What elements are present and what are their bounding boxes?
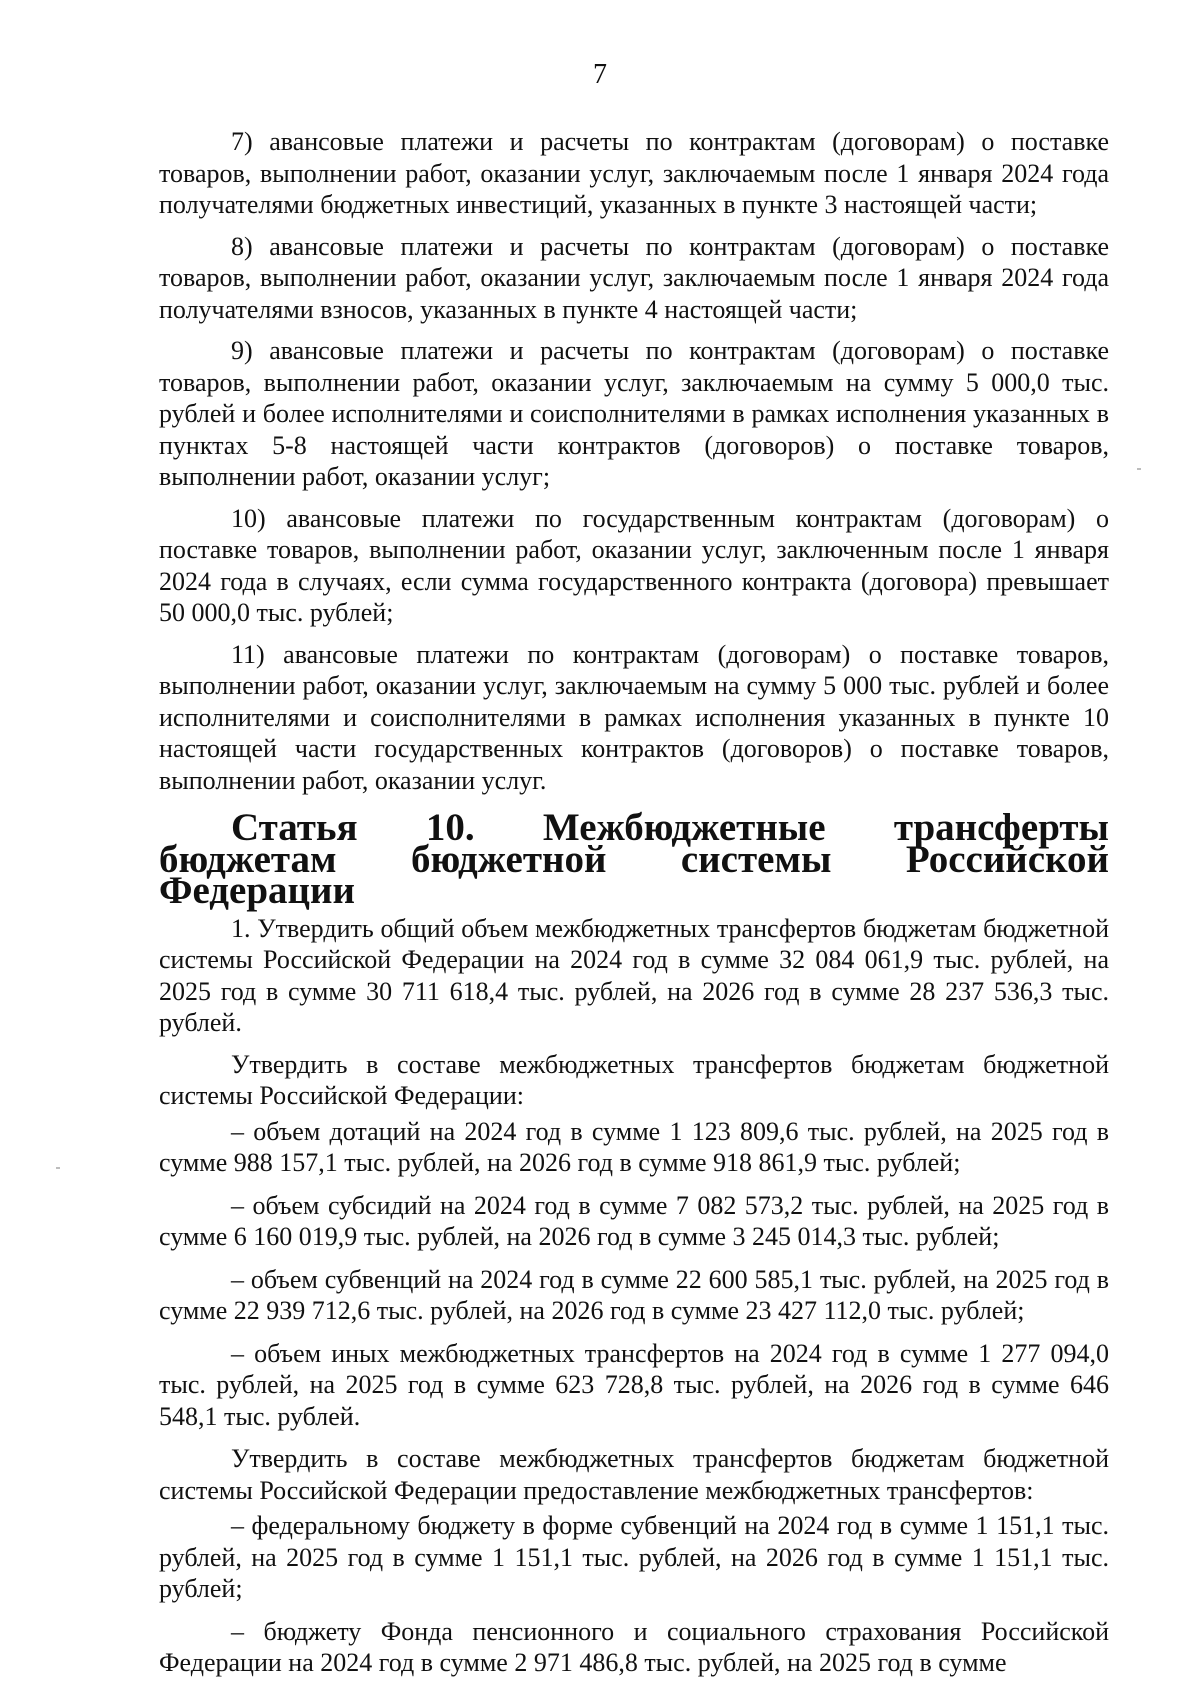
list-item-10: 10) авансовые платежи по государственным контрактам (договорам) о поставке товаров, выполнении работ, оказании услуг, заключенным после 1 января 2024 года в случаях, если сумма государственного контракта (договора) превышает 50 000,0 тыс. рублей; bbox=[159, 503, 1109, 627]
scan-artifact bbox=[56, 1167, 60, 1169]
federal-budget-item: – федеральному бюджету в форме субвенций на 2024 год в сумме 1 151,1 тыс. рублей, на 2025 год в сумме 1 151,1 тыс. рублей, на 2026 год в сумме 1 151,1 тыс. рублей; bbox=[159, 1511, 1109, 1603]
article-10-paragraph-1: 1. Утвердить общий объем межбюджетных трансфертов бюджетам бюджетной системы Российской Федерации на 2024 год в сумме 32 084 061,9 тыс. рублей, на 2025 год в сумме 30 711 618,4 тыс. рублей, на 2026 год в сумме 28 237 536,3 тыс. рублей. bbox=[159, 913, 1109, 1037]
list-item-8: 8) авансовые платежи и расчеты по контрактам (договорам) о поставке товаров, выполнении работ, оказании услуг, заключаемым после 1 января 2024 года получателями взносов, указанных в пункте 4 настоящей части; bbox=[159, 231, 1109, 324]
list-item-7: 7) авансовые платежи и расчеты по контрактам (договорам) о поставке товаров, выполнении работ, оказании услуг, заключаемым после 1 января 2024 года получателями бюджетных инвестиций, указанных в пункте 3 настоящей части; bbox=[159, 127, 1109, 219]
list-item-11: 11) авансовые платежи по контрактам (договорам) о поставке товаров, выполнении работ, оказании услуг, заключаемым на сумму 5 000 тыс. рублей и более исполнителями и соисполнителями в рамках исполнения указанных в пункте 10 настоящей части государственных контрактов (договоров) о поставке товаров, выполнении работ, оказании услуг. bbox=[159, 639, 1109, 795]
article-10-heading: Статья 10. Межбюджетные трансферты бюджетам бюджетной системы Российской Федерации bbox=[159, 806, 1109, 912]
page-number: 7 bbox=[593, 59, 607, 90]
document-body bbox=[159, 126, 1109, 1690]
subsidies-item: – объем субсидий на 2024 год в сумме 7 082 573,2 тыс. рублей, на 2025 год в сумме 6 160 019,9 тыс. рублей, на 2026 год в сумме 3 245 014,3 тыс. рублей; bbox=[159, 1190, 1109, 1251]
scan-artifact bbox=[1137, 468, 1141, 470]
pension-fund-item: – бюджету Фонда пенсионного и социального страхования Российской Федерации на 2024 год в сумме 2 971 486,8 тыс. рублей, на 2025 год в сумме bbox=[159, 1616, 1109, 1677]
list-item-9: 9) авансовые платежи и расчеты по контрактам (договорам) о поставке товаров, выполнении работ, оказании услуг, заключаемым на сумму 5 000,0 тыс. рублей и более исполнителями и соисполнителями в рамках исполнения указанных в пунктах 5-8 настоящей части контрактов (договоров) о поставке товаров, выполнении работ, оказании услуг; bbox=[159, 336, 1109, 491]
provision-intro: Утвердить в составе межбюджетных трансфертов бюджетам бюджетной системы Российской Федерации предоставление межбюджетных трансфертов: bbox=[159, 1444, 1109, 1505]
composition-intro: Утвердить в составе межбюджетных трансфертов бюджетам бюджетной системы Российской Федерации: bbox=[159, 1049, 1109, 1110]
subventions-item: – объем субвенций на 2024 год в сумме 22 600 585,1 тыс. рублей, на 2025 год в сумме 22 939 712,6 тыс. рублей, на 2026 год в сумме 23 427 112,0 тыс. рублей; bbox=[159, 1264, 1109, 1325]
other-transfers-item: – объем иных межбюджетных трансфертов на 2024 год в сумме 1 277 094,0 тыс. рублей, на 2025 год в сумме 623 728,8 тыс. рублей, на 2026 год в сумме 646 548,1 тыс. рублей. bbox=[159, 1338, 1109, 1431]
dotations-item: – объем дотаций на 2024 год в сумме 1 123 809,6 тыс. рублей, на 2025 год в сумме 988 157,1 тыс. рублей, на 2026 год в сумме 918 861,9 тыс. рублей; bbox=[159, 1116, 1109, 1177]
